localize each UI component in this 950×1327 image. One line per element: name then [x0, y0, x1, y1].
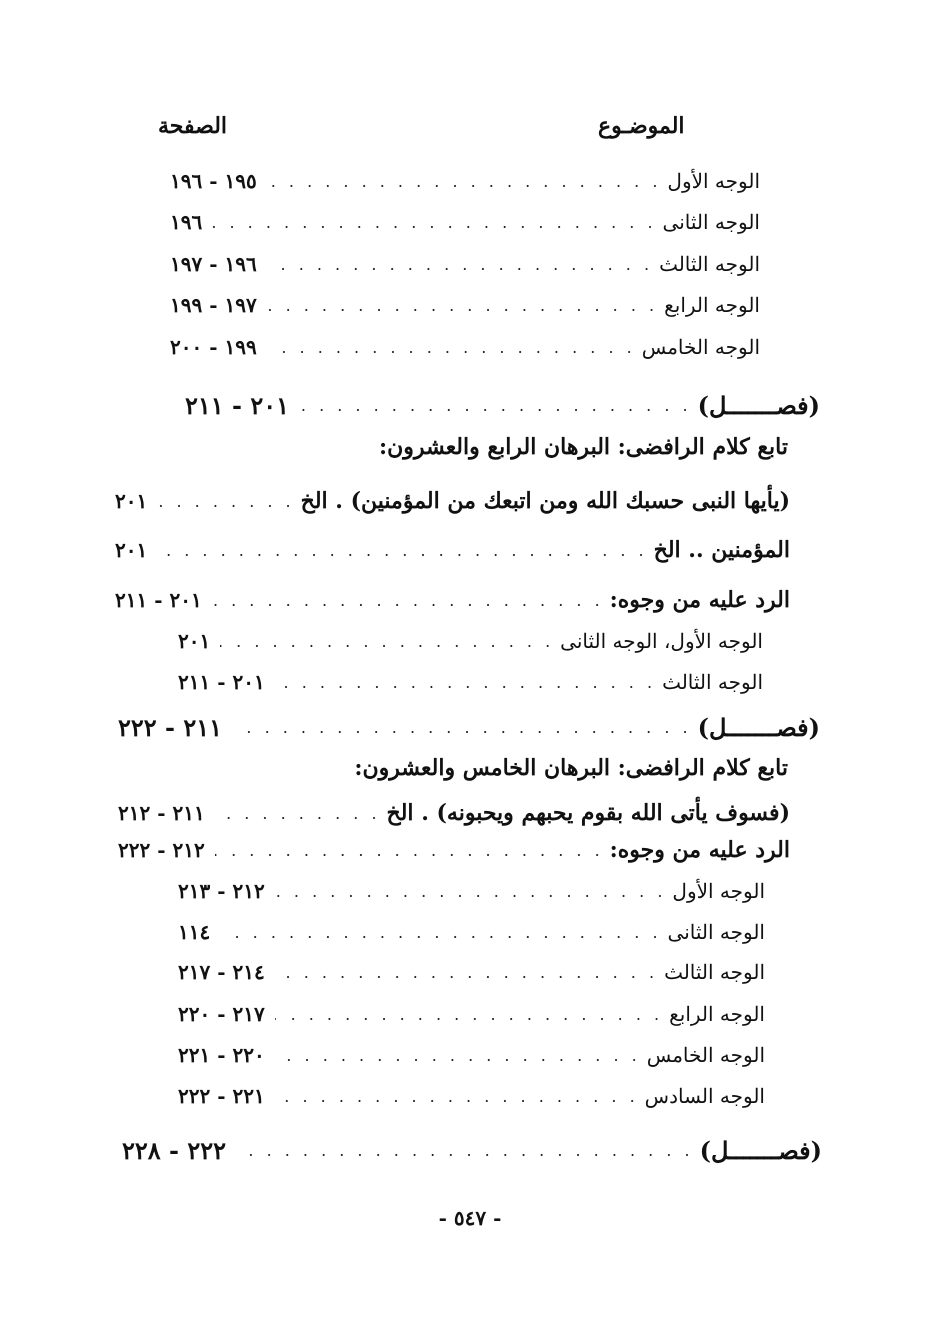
fasl-entry: [185, 386, 820, 424]
toc-entry: [178, 1079, 765, 1113]
entry-title: الوجه الأول: [672, 879, 765, 903]
entry-pages: ٢١٧ - ٢٢٠: [178, 1002, 265, 1026]
entry-pages: ١٩٧ - ١٩٩: [170, 293, 257, 317]
topic-column-header: الموضـوع: [598, 113, 685, 139]
entry-pages: ١٩٩ - ٢٠٠: [170, 335, 257, 359]
entry-pages: ٢٢٠ - ٢٢١: [178, 1043, 265, 1067]
toc-entry: [170, 164, 760, 198]
leader-dots: [157, 541, 647, 560]
reply-entry: [118, 833, 790, 867]
fasl-title: (فصـــــــل): [699, 1135, 822, 1165]
entry-pages: ٢٢١ - ٢٢٢: [178, 1084, 265, 1108]
toc-entry: [178, 874, 765, 908]
entry-title: (فسوف يأتى الله بقوم يحبهم ويحبونه) . الخ: [386, 800, 790, 826]
entry-title: (يأيها النبى حسبك الله ومن اتبعك من المؤمنين) . الخ: [300, 488, 790, 514]
entry-pages: ٢١١ - ٢١٢: [118, 801, 205, 825]
quote-entry: [118, 796, 790, 830]
leader-dots: [267, 172, 662, 191]
toc-entry: [178, 1038, 765, 1072]
fasl-entry: [122, 1131, 822, 1169]
entry-title: المؤمنين .. الخ: [653, 537, 790, 563]
leader-dots: [212, 213, 656, 232]
section-heading: تابع كلام الرافضى: البرهان الرابع والعشرون:: [379, 434, 788, 460]
toc-entry: [170, 330, 760, 364]
leader-dots: [275, 963, 658, 982]
leader-dots: [212, 591, 604, 610]
entry-title: الوجه الثانى: [667, 920, 765, 944]
leader-dots: [275, 882, 667, 901]
entry-title: الوجه الأول، الوجه الثانى: [560, 629, 763, 653]
fasl-pages: ٢٢٢ - ٢٢٨: [122, 1135, 227, 1165]
entry-title: الوجه السادس: [644, 1084, 765, 1108]
leader-dots: [267, 296, 658, 315]
entry-pages: ٢٠١: [178, 629, 211, 653]
reply-entry: [115, 583, 790, 617]
toc-entry: [178, 955, 765, 989]
leader-dots: [232, 718, 692, 737]
entry-title: الوجه الثالث: [659, 252, 760, 276]
toc-entry: [170, 288, 760, 322]
leader-dots: [215, 841, 604, 860]
toc-entry: [178, 915, 765, 949]
leader-dots: [236, 1141, 694, 1160]
fasl-title: (فصـــــــل): [697, 390, 820, 420]
entry-pages: ٢١٤ - ٢١٧: [178, 960, 265, 984]
fasl-title: (فصـــــــل): [697, 712, 820, 742]
entry-title: الوجه الثالث: [662, 670, 763, 694]
entry-pages: ٢٠١ - ٢١١: [178, 670, 265, 694]
entry-pages: ١٩٥ - ١٩٦: [170, 169, 257, 193]
section-heading: تابع كلام الرافضى: البرهان الخامس والعشرون:: [354, 755, 788, 781]
fasl-entry: [118, 708, 820, 746]
entry-pages: ١١٤: [178, 920, 211, 944]
page-number: - ٥٤٧ -: [438, 1206, 502, 1230]
quote-entry: [115, 484, 790, 518]
entry-pages: ٢٠١: [115, 489, 148, 513]
entry-pages: ٢٠١ - ٢١١: [115, 588, 202, 612]
entry-title: الوجه الثالث: [664, 960, 765, 984]
entry-title: الرد عليه من وجوه:: [609, 587, 790, 613]
toc-entry: [178, 997, 765, 1031]
entry-pages: ٢١٢ - ٢٢٢: [118, 838, 205, 862]
leader-dots: [275, 673, 656, 692]
leader-dots: [275, 1087, 639, 1106]
leader-dots: [215, 804, 381, 823]
quote-entry: [115, 533, 790, 567]
leader-dots: [275, 1005, 663, 1024]
page-column-header: الصفحة: [158, 113, 228, 139]
leader-dots: [220, 632, 554, 651]
entry-title: الوجه الرابع: [664, 293, 760, 317]
leader-dots: [220, 923, 661, 942]
entry-pages: ٢١٢ - ٢١٣: [178, 879, 265, 903]
fasl-pages: ٢١١ - ٢٢٢: [118, 712, 223, 742]
entry-title: الوجه الخامس: [646, 1043, 765, 1067]
entry-pages: ١٩٦ - ١٩٧: [170, 252, 257, 276]
entry-pages: ١٩٦: [170, 210, 203, 234]
entry-title: الوجه الثانى: [662, 210, 760, 234]
leader-dots: [275, 1046, 641, 1065]
leader-dots: [299, 396, 692, 415]
entry-title: الرد عليه من وجوه:: [609, 837, 790, 863]
toc-entry: [170, 247, 760, 281]
leader-dots: [267, 338, 636, 357]
leader-dots: [267, 255, 653, 274]
toc-entry: [170, 205, 760, 239]
toc-entry: [178, 665, 763, 699]
entry-title: الوجه الرابع: [669, 1002, 765, 1026]
entry-pages: ٢٠١: [115, 538, 148, 562]
entry-title: الوجه الأول: [667, 169, 760, 193]
entry-title: الوجه الخامس: [641, 335, 760, 359]
leader-dots: [157, 492, 294, 511]
toc-entry: [178, 624, 763, 658]
fasl-pages: ٢٠١ - ٢١١: [185, 390, 290, 420]
